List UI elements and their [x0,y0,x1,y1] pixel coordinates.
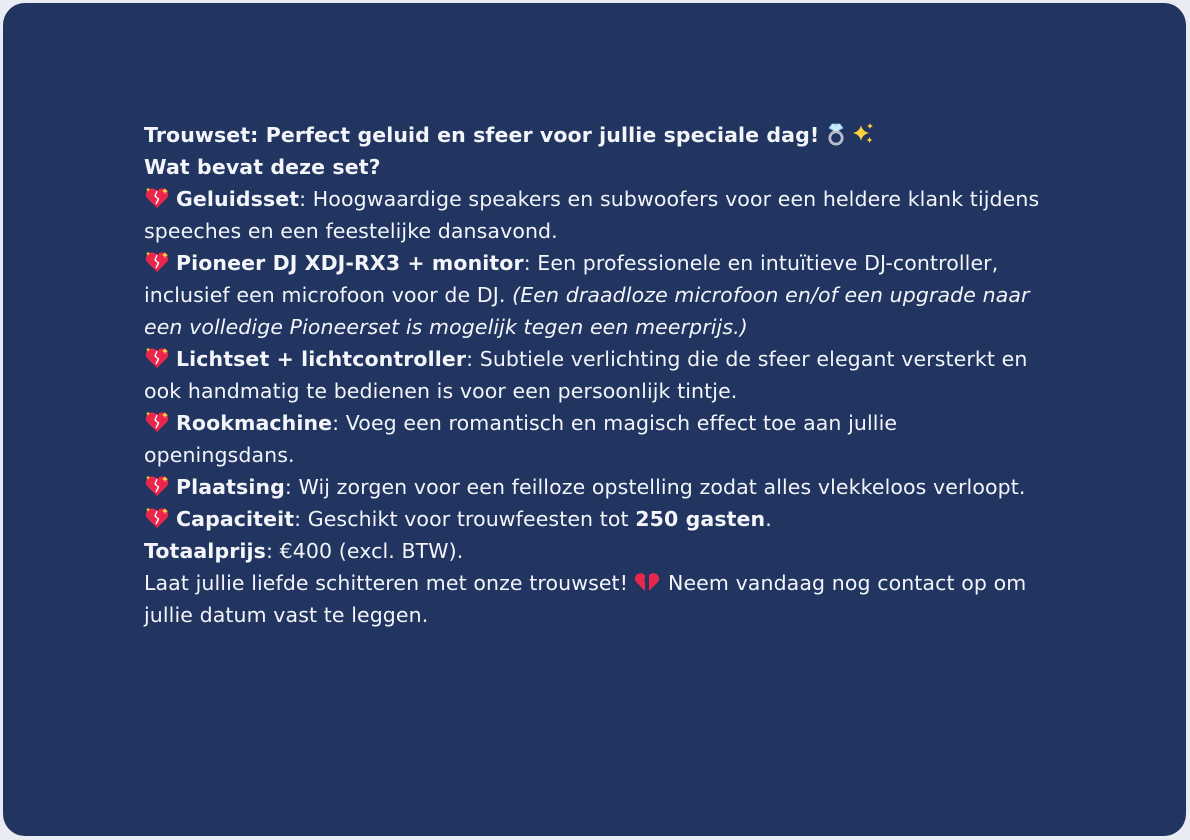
heart-icon [144,186,170,208]
heart-icon [144,410,170,432]
list-item-plaatsing [144,471,1049,503]
ring-icon [825,122,847,146]
closing-text-after: Neem vandaag nog contact op om jullie datum vast te leggen. [144,571,1027,627]
item-label: Rookmachine [176,411,333,435]
list-item-pioneer [144,247,1049,343]
list-item-rookmachine [144,407,1049,471]
item-text: : Geschikt voor trouwfeesten tot [294,507,636,531]
description-content [144,119,1049,631]
item-text: : Voeg een romantisch en magisch effect toe aan jullie openingsdans. [144,411,898,467]
list-item-geluidsset [144,183,1049,247]
item-label: Lichtset + lichtcontroller [176,347,467,371]
item-note: (Een draadloze microfoon en/of een upgrade naar een volledige Pioneerset is mogelijk tegen een meerprijs.) [144,283,1030,339]
item-label: Capaciteit [176,507,295,531]
closing-text-before: Laat jullie liefde schitteren met onze trouwset! [144,571,629,595]
heart-icon [634,570,660,592]
item-highlight: 250 gasten [635,507,766,531]
heart-icon [144,474,170,496]
description-card [3,3,1186,836]
item-label: Geluidsset [176,187,300,211]
item-label: Pioneer DJ XDJ-RX3 + monitor [176,251,524,275]
total-text: : €400 (excl. BTW). [265,539,464,563]
sparkles-icon [851,122,873,146]
title-text: Trouwset: Perfect geluid en sfeer voor jullie speciale dag! [144,123,820,147]
item-text: : Een professionele en intuïtieve DJ-controller, inclusief een microfoon voor de DJ. [144,251,999,307]
total-price [144,535,1049,567]
section-subtitle: Wat bevat deze set? [144,155,381,179]
total-label: Totaalprijs [144,539,266,563]
item-text: : Hoogwaardige speakers en subwoofers voor een heldere klank tijdens speeches en een feestelijke dansavond. [144,187,1040,243]
item-text: : Wij zorgen voor een feilloze opstelling zodat alles vlekkeloos verloopt. [284,475,1026,499]
page-title [144,119,1049,151]
item-label: Plaatsing [176,475,285,499]
item-text: : Subtiele verlichting die de sfeer elegant versterkt en ook handmatig te bedienen is voor een persoonlijk tintje. [144,347,1028,403]
heart-icon [144,250,170,272]
list-item-capaciteit [144,503,1049,535]
item-text-end: . [765,507,772,531]
heart-icon [144,346,170,368]
closing-text [144,567,1049,631]
heart-icon [144,506,170,528]
list-item-lichtset [144,343,1049,407]
